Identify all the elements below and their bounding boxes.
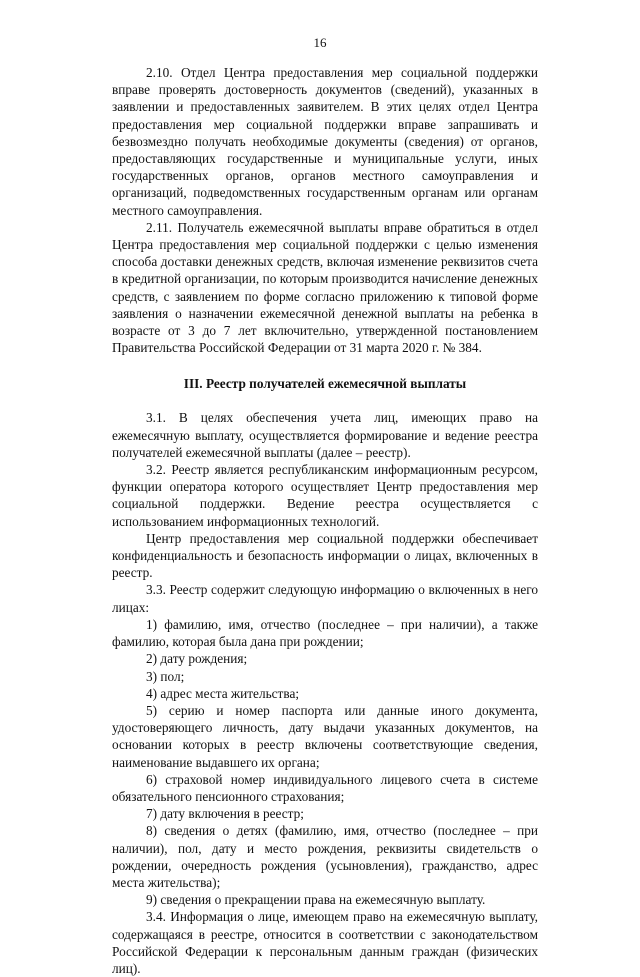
list-item: 7) дату включения в реестр; [146,806,304,822]
page-number: 16 [313,35,327,50]
list-item: 1) фамилию, имя, отчество (последнее – при наличии), а также фамилию, которая была дана при рождении; [112,616,538,650]
paragraph-3-4: 3.4. Информация о лице, имеющем право на ежемесячную выплату, содержащаяся в реестре, относится в соответствии с законодательством Российской Федерации к персональным данным граждан (физических лиц). [112,909,538,976]
paragraph-confidentiality: Центр предоставления мер социальной поддержки обеспечивает конфиденциальность и безопасность информации о лицах, включенных в реестр. [112,530,538,581]
paragraph-3-3: 3.3. Реестр содержит следующую информацию о включенных в него лицах: [112,582,538,615]
list-item: 5) серию и номер паспорта или данные иного документа, удостоверяющего личность, дату выдачи указанных документов, на основании которых в реестр включены соответствующие сведения, наименование выдавшего их органа; [112,702,538,770]
paragraph-2-10: 2.10. Отдел Центра предоставления мер социальной поддержки вправе проверять достоверность документов (сведений), указанных в заявлении и предоставленных заявителем. В этих целях отдел Центра предоставления мер социальной поддержки вправе запрашивать и безвозмездно получать необходимые документы (сведения) от органов, предоставляющих государственные и муниципальные услуги, иных государственных органов, органов местного самоуправления и организаций, подведомственных государственным органам или органам местного самоуправления. [112,65,538,218]
paragraph-3-1: 3.1. В целях обеспечения учета лиц, имеющих право на ежемесячную выплату, осуществляется формирование и ведение реестра получателей ежемесячной выплаты (далее – реестр). [112,410,538,460]
document-body [112,64,538,977]
list-item: 6) страховой номер индивидуального лицевого счета в системе обязательного пенсионного страхования; [112,771,538,804]
list-item: 4) адрес места жительства; [146,685,300,701]
paragraph-2-11: 2.11. Получатель ежемесячной выплаты вправе обратиться в отдел Центра предоставления мер социальной поддержки с целью изменения способа доставки денежных средств, включая изменение реквизитов счета в кредитной организации, по которым производится начисление денежных средств, с заявлением по форме согласно приложению к типовой форме заявления о назначении ежемесячной денежной выплаты на ребенка в возрасте от 3 до 7 лет включительно, утвержденной постановлением Правительства Российской Федерации от 31 марта 2020 г. № 384. [112,219,538,356]
section-heading: III. Реестр получателей ежемесячной выплаты [183,376,467,392]
list-item: 3) пол; [146,668,185,684]
list-item: 9) сведения о прекращении права на ежемесячную выплату. [146,892,486,908]
paragraph-3-2: 3.2. Реестр является республиканским информационным ресурсом, функции оператора которого осуществляет Центр предоставления мер социальной поддержки. Ведение реестра осуществляется с использованием информационных технологий. [112,462,538,529]
list-item: 8) сведения о детях (фамилию, имя, отчество (последнее – при наличии), пол, дату и место рождения, реквизиты свидетельств о рождении, очередность рождения (усыновления), гражданство, адрес места жительства); [112,823,538,890]
list-item: 2) дату рождения; [146,651,248,667]
